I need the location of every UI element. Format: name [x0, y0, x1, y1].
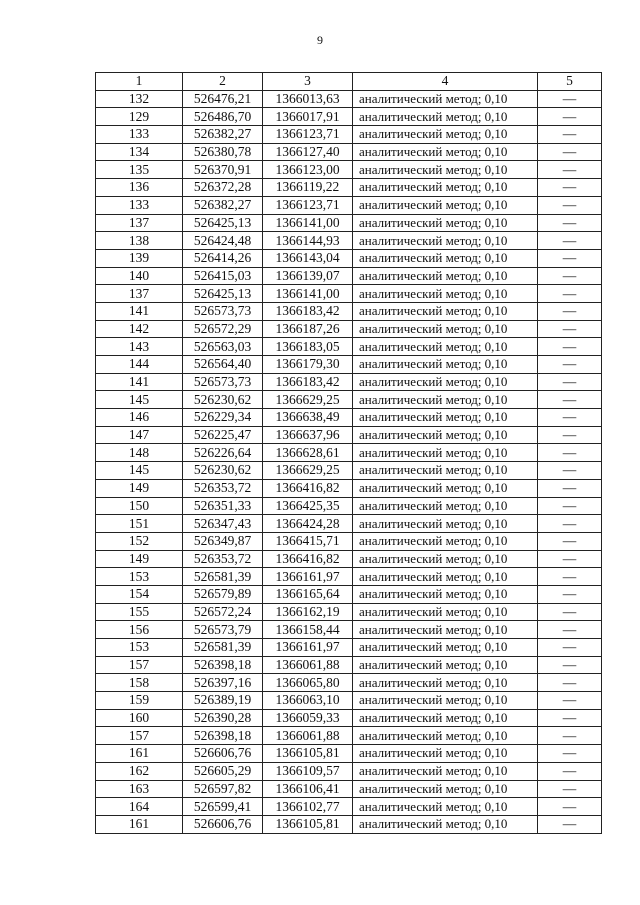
table-row	[96, 479, 602, 497]
table-row	[96, 426, 602, 444]
note-cell: —	[538, 108, 602, 126]
y-coordinate-cell: 1366061,88	[263, 656, 353, 674]
method-accuracy-cell: аналитический метод; 0,10	[353, 338, 538, 356]
point-number-cell: 163	[96, 780, 183, 798]
table-row	[96, 727, 602, 745]
note-cell: —	[538, 126, 602, 144]
note-cell: —	[538, 302, 602, 320]
note-cell: —	[538, 285, 602, 303]
coordinates-table	[95, 72, 602, 834]
y-coordinate-cell: 1366629,25	[263, 391, 353, 409]
y-coordinate-cell: 1366416,82	[263, 550, 353, 568]
method-accuracy-cell: аналитический метод; 0,10	[353, 515, 538, 533]
x-coordinate-cell: 526370,91	[183, 161, 263, 179]
note-cell: —	[538, 709, 602, 727]
note-cell: —	[538, 214, 602, 232]
point-number-cell: 159	[96, 692, 183, 710]
note-cell: —	[538, 267, 602, 285]
point-number-cell: 135	[96, 161, 183, 179]
point-number-cell: 157	[96, 656, 183, 674]
table-row	[96, 320, 602, 338]
table-row	[96, 108, 602, 126]
table-body	[96, 90, 602, 833]
x-coordinate-cell: 526353,72	[183, 550, 263, 568]
method-accuracy-cell: аналитический метод; 0,10	[353, 373, 538, 391]
point-number-cell: 132	[96, 90, 183, 108]
point-number-cell: 139	[96, 249, 183, 267]
method-accuracy-cell: аналитический метод; 0,10	[353, 462, 538, 480]
method-accuracy-cell: аналитический метод; 0,10	[353, 532, 538, 550]
y-coordinate-cell: 1366158,44	[263, 621, 353, 639]
table-header-row	[96, 73, 602, 91]
table-row	[96, 762, 602, 780]
table-row	[96, 639, 602, 657]
note-cell: —	[538, 444, 602, 462]
point-number-cell: 151	[96, 515, 183, 533]
x-coordinate-cell: 526476,21	[183, 90, 263, 108]
y-coordinate-cell: 1366415,71	[263, 532, 353, 550]
x-coordinate-cell: 526573,79	[183, 621, 263, 639]
y-coordinate-cell: 1366638,49	[263, 409, 353, 427]
x-coordinate-cell: 526226,64	[183, 444, 263, 462]
method-accuracy-cell: аналитический метод; 0,10	[353, 479, 538, 497]
note-cell: —	[538, 639, 602, 657]
table-row	[96, 497, 602, 515]
y-coordinate-cell: 1366637,96	[263, 426, 353, 444]
point-number-cell: 141	[96, 302, 183, 320]
table-row	[96, 249, 602, 267]
x-coordinate-cell: 526382,27	[183, 126, 263, 144]
x-coordinate-cell: 526397,16	[183, 674, 263, 692]
method-accuracy-cell: аналитический метод; 0,10	[353, 302, 538, 320]
x-coordinate-cell: 526230,62	[183, 462, 263, 480]
note-cell: —	[538, 409, 602, 427]
x-coordinate-cell: 526572,24	[183, 603, 263, 621]
note-cell: —	[538, 674, 602, 692]
x-coordinate-cell: 526573,73	[183, 373, 263, 391]
note-cell: —	[538, 143, 602, 161]
method-accuracy-cell: аналитический метод; 0,10	[353, 497, 538, 515]
point-number-cell: 150	[96, 497, 183, 515]
table-row	[96, 603, 602, 621]
table-row	[96, 515, 602, 533]
y-coordinate-cell: 1366416,82	[263, 479, 353, 497]
method-accuracy-cell: аналитический метод; 0,10	[353, 214, 538, 232]
y-coordinate-cell: 1366141,00	[263, 285, 353, 303]
y-coordinate-cell: 1366425,35	[263, 497, 353, 515]
point-number-cell: 134	[96, 143, 183, 161]
x-coordinate-cell: 526347,43	[183, 515, 263, 533]
method-accuracy-cell: аналитический метод; 0,10	[353, 267, 538, 285]
x-coordinate-cell: 526425,13	[183, 214, 263, 232]
x-coordinate-cell: 526351,33	[183, 497, 263, 515]
y-coordinate-cell: 1366183,42	[263, 373, 353, 391]
y-coordinate-cell: 1366061,88	[263, 727, 353, 745]
table-row	[96, 692, 602, 710]
method-accuracy-cell: аналитический метод; 0,10	[353, 674, 538, 692]
x-coordinate-cell: 526390,28	[183, 709, 263, 727]
y-coordinate-cell: 1366162,19	[263, 603, 353, 621]
y-coordinate-cell: 1366123,71	[263, 126, 353, 144]
x-coordinate-cell: 526389,19	[183, 692, 263, 710]
note-cell: —	[538, 550, 602, 568]
note-cell: —	[538, 585, 602, 603]
x-coordinate-cell: 526382,27	[183, 196, 263, 214]
note-cell: —	[538, 515, 602, 533]
point-number-cell: 143	[96, 338, 183, 356]
point-number-cell: 133	[96, 126, 183, 144]
point-number-cell: 158	[96, 674, 183, 692]
point-number-cell: 154	[96, 585, 183, 603]
point-number-cell: 145	[96, 462, 183, 480]
column-header-2: 2	[183, 73, 263, 91]
x-coordinate-cell: 526424,48	[183, 232, 263, 250]
note-cell: —	[538, 462, 602, 480]
x-coordinate-cell: 526398,18	[183, 656, 263, 674]
table-row	[96, 90, 602, 108]
table-row	[96, 462, 602, 480]
table-row	[96, 568, 602, 586]
method-accuracy-cell: аналитический метод; 0,10	[353, 585, 538, 603]
table-row	[96, 214, 602, 232]
method-accuracy-cell: аналитический метод; 0,10	[353, 249, 538, 267]
y-coordinate-cell: 1366424,28	[263, 515, 353, 533]
table-row	[96, 780, 602, 798]
table-row	[96, 798, 602, 816]
table-row	[96, 373, 602, 391]
point-number-cell: 147	[96, 426, 183, 444]
y-coordinate-cell: 1366161,97	[263, 568, 353, 586]
point-number-cell: 142	[96, 320, 183, 338]
note-cell: —	[538, 692, 602, 710]
method-accuracy-cell: аналитический метод; 0,10	[353, 426, 538, 444]
point-number-cell: 156	[96, 621, 183, 639]
y-coordinate-cell: 1366161,97	[263, 639, 353, 657]
x-coordinate-cell: 526353,72	[183, 479, 263, 497]
point-number-cell: 133	[96, 196, 183, 214]
y-coordinate-cell: 1366187,26	[263, 320, 353, 338]
y-coordinate-cell: 1366141,00	[263, 214, 353, 232]
note-cell: —	[538, 568, 602, 586]
table-row	[96, 267, 602, 285]
method-accuracy-cell: аналитический метод; 0,10	[353, 709, 538, 727]
table-row	[96, 815, 602, 833]
table-row	[96, 444, 602, 462]
point-number-cell: 137	[96, 214, 183, 232]
method-accuracy-cell: аналитический метод; 0,10	[353, 356, 538, 374]
y-coordinate-cell: 1366109,57	[263, 762, 353, 780]
column-header-1: 1	[96, 73, 183, 91]
y-coordinate-cell: 1366013,63	[263, 90, 353, 108]
y-coordinate-cell: 1366065,80	[263, 674, 353, 692]
note-cell: —	[538, 727, 602, 745]
point-number-cell: 144	[96, 356, 183, 374]
note-cell: —	[538, 249, 602, 267]
y-coordinate-cell: 1366183,42	[263, 302, 353, 320]
note-cell: —	[538, 356, 602, 374]
point-number-cell: 146	[96, 409, 183, 427]
x-coordinate-cell: 526605,29	[183, 762, 263, 780]
point-number-cell: 145	[96, 391, 183, 409]
x-coordinate-cell: 526597,82	[183, 780, 263, 798]
x-coordinate-cell: 526606,76	[183, 745, 263, 763]
note-cell: —	[538, 373, 602, 391]
method-accuracy-cell: аналитический метод; 0,10	[353, 798, 538, 816]
point-number-cell: 161	[96, 815, 183, 833]
table-row	[96, 621, 602, 639]
method-accuracy-cell: аналитический метод; 0,10	[353, 126, 538, 144]
method-accuracy-cell: аналитический метод; 0,10	[353, 550, 538, 568]
x-coordinate-cell: 526581,39	[183, 568, 263, 586]
y-coordinate-cell: 1366183,05	[263, 338, 353, 356]
table-row	[96, 550, 602, 568]
method-accuracy-cell: аналитический метод; 0,10	[353, 161, 538, 179]
note-cell: —	[538, 815, 602, 833]
note-cell: —	[538, 90, 602, 108]
table-row	[96, 391, 602, 409]
point-number-cell: 153	[96, 568, 183, 586]
method-accuracy-cell: аналитический метод; 0,10	[353, 621, 538, 639]
method-accuracy-cell: аналитический метод; 0,10	[353, 179, 538, 197]
note-cell: —	[538, 762, 602, 780]
method-accuracy-cell: аналитический метод; 0,10	[353, 727, 538, 745]
x-coordinate-cell: 526229,34	[183, 409, 263, 427]
x-coordinate-cell: 526563,03	[183, 338, 263, 356]
note-cell: —	[538, 338, 602, 356]
point-number-cell: 160	[96, 709, 183, 727]
point-number-cell: 138	[96, 232, 183, 250]
note-cell: —	[538, 745, 602, 763]
x-coordinate-cell: 526230,62	[183, 391, 263, 409]
point-number-cell: 157	[96, 727, 183, 745]
y-coordinate-cell: 1366063,10	[263, 692, 353, 710]
page-number: 9	[317, 33, 323, 47]
method-accuracy-cell: аналитический метод; 0,10	[353, 391, 538, 409]
note-cell: —	[538, 391, 602, 409]
x-coordinate-cell: 526349,87	[183, 532, 263, 550]
point-number-cell: 136	[96, 179, 183, 197]
x-coordinate-cell: 526599,41	[183, 798, 263, 816]
y-coordinate-cell: 1366629,25	[263, 462, 353, 480]
point-number-cell: 140	[96, 267, 183, 285]
y-coordinate-cell: 1366127,40	[263, 143, 353, 161]
point-number-cell: 164	[96, 798, 183, 816]
table-row	[96, 656, 602, 674]
method-accuracy-cell: аналитический метод; 0,10	[353, 603, 538, 621]
column-header-4: 4	[353, 73, 538, 91]
y-coordinate-cell: 1366119,22	[263, 179, 353, 197]
table-row	[96, 585, 602, 603]
y-coordinate-cell: 1366179,30	[263, 356, 353, 374]
x-coordinate-cell: 526564,40	[183, 356, 263, 374]
note-cell: —	[538, 621, 602, 639]
y-coordinate-cell: 1366017,91	[263, 108, 353, 126]
point-number-cell: 141	[96, 373, 183, 391]
note-cell: —	[538, 426, 602, 444]
table-row	[96, 179, 602, 197]
x-coordinate-cell: 526414,26	[183, 249, 263, 267]
table-row	[96, 532, 602, 550]
method-accuracy-cell: аналитический метод; 0,10	[353, 143, 538, 161]
table-row	[96, 302, 602, 320]
x-coordinate-cell: 526581,39	[183, 639, 263, 657]
y-coordinate-cell: 1366165,64	[263, 585, 353, 603]
table-row	[96, 709, 602, 727]
table-row	[96, 232, 602, 250]
note-cell: —	[538, 603, 602, 621]
point-number-cell: 148	[96, 444, 183, 462]
table-row	[96, 338, 602, 356]
table-row	[96, 196, 602, 214]
y-coordinate-cell: 1366144,93	[263, 232, 353, 250]
note-cell: —	[538, 320, 602, 338]
table-row	[96, 143, 602, 161]
table-row	[96, 285, 602, 303]
point-number-cell: 137	[96, 285, 183, 303]
x-coordinate-cell: 526572,29	[183, 320, 263, 338]
table-row	[96, 745, 602, 763]
x-coordinate-cell: 526380,78	[183, 143, 263, 161]
y-coordinate-cell: 1366139,07	[263, 267, 353, 285]
note-cell: —	[538, 532, 602, 550]
note-cell: —	[538, 798, 602, 816]
method-accuracy-cell: аналитический метод; 0,10	[353, 90, 538, 108]
point-number-cell: 153	[96, 639, 183, 657]
note-cell: —	[538, 196, 602, 214]
method-accuracy-cell: аналитический метод; 0,10	[353, 762, 538, 780]
y-coordinate-cell: 1366143,04	[263, 249, 353, 267]
method-accuracy-cell: аналитический метод; 0,10	[353, 444, 538, 462]
note-cell: —	[538, 479, 602, 497]
table-row	[96, 409, 602, 427]
y-coordinate-cell: 1366123,00	[263, 161, 353, 179]
x-coordinate-cell: 526579,89	[183, 585, 263, 603]
y-coordinate-cell: 1366106,41	[263, 780, 353, 798]
method-accuracy-cell: аналитический метод; 0,10	[353, 232, 538, 250]
method-accuracy-cell: аналитический метод; 0,10	[353, 409, 538, 427]
x-coordinate-cell: 526225,47	[183, 426, 263, 444]
x-coordinate-cell: 526372,28	[183, 179, 263, 197]
x-coordinate-cell: 526415,03	[183, 267, 263, 285]
method-accuracy-cell: аналитический метод; 0,10	[353, 568, 538, 586]
method-accuracy-cell: аналитический метод; 0,10	[353, 639, 538, 657]
x-coordinate-cell: 526606,76	[183, 815, 263, 833]
table-row	[96, 674, 602, 692]
point-number-cell: 162	[96, 762, 183, 780]
x-coordinate-cell: 526573,73	[183, 302, 263, 320]
method-accuracy-cell: аналитический метод; 0,10	[353, 656, 538, 674]
method-accuracy-cell: аналитический метод; 0,10	[353, 692, 538, 710]
x-coordinate-cell: 526486,70	[183, 108, 263, 126]
table-row	[96, 126, 602, 144]
note-cell: —	[538, 780, 602, 798]
y-coordinate-cell: 1366628,61	[263, 444, 353, 462]
method-accuracy-cell: аналитический метод; 0,10	[353, 320, 538, 338]
table-row	[96, 356, 602, 374]
point-number-cell: 149	[96, 479, 183, 497]
x-coordinate-cell: 526398,18	[183, 727, 263, 745]
point-number-cell: 155	[96, 603, 183, 621]
point-number-cell: 152	[96, 532, 183, 550]
method-accuracy-cell: аналитический метод; 0,10	[353, 285, 538, 303]
method-accuracy-cell: аналитический метод; 0,10	[353, 196, 538, 214]
point-number-cell: 149	[96, 550, 183, 568]
table-row	[96, 161, 602, 179]
method-accuracy-cell: аналитический метод; 0,10	[353, 745, 538, 763]
method-accuracy-cell: аналитический метод; 0,10	[353, 815, 538, 833]
note-cell: —	[538, 232, 602, 250]
y-coordinate-cell: 1366105,81	[263, 815, 353, 833]
y-coordinate-cell: 1366105,81	[263, 745, 353, 763]
column-header-3: 3	[263, 73, 353, 91]
method-accuracy-cell: аналитический метод; 0,10	[353, 780, 538, 798]
note-cell: —	[538, 161, 602, 179]
point-number-cell: 129	[96, 108, 183, 126]
x-coordinate-cell: 526425,13	[183, 285, 263, 303]
note-cell: —	[538, 497, 602, 515]
method-accuracy-cell: аналитический метод; 0,10	[353, 108, 538, 126]
note-cell: —	[538, 656, 602, 674]
y-coordinate-cell: 1366102,77	[263, 798, 353, 816]
point-number-cell: 161	[96, 745, 183, 763]
column-header-5: 5	[538, 73, 602, 91]
y-coordinate-cell: 1366059,33	[263, 709, 353, 727]
note-cell: —	[538, 179, 602, 197]
y-coordinate-cell: 1366123,71	[263, 196, 353, 214]
